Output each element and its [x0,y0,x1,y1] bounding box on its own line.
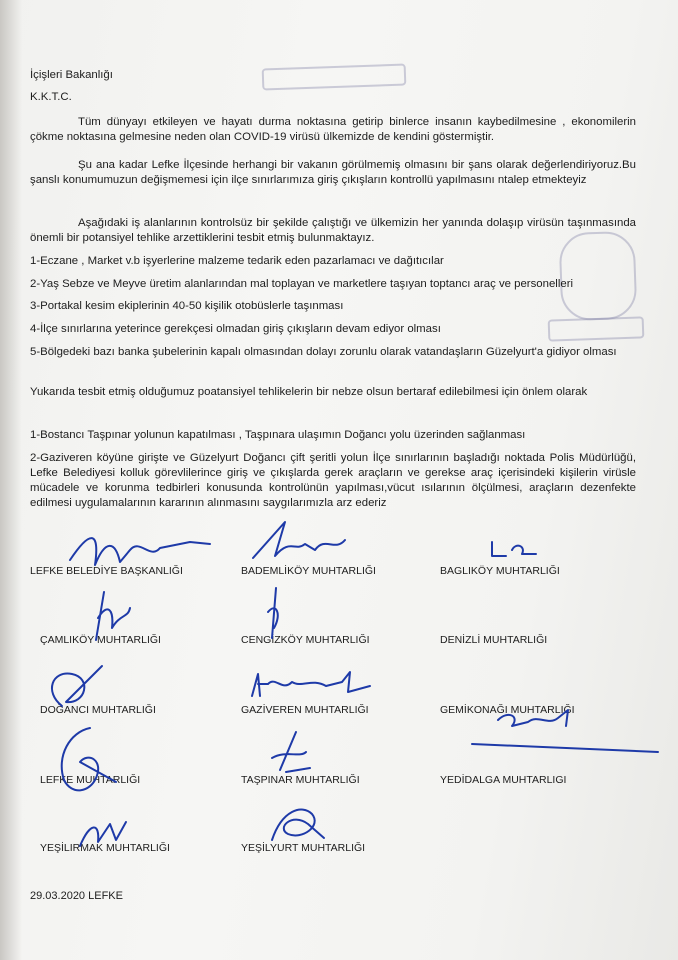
signature-doganci [42,662,112,712]
signatory-label: YEŞİLYURT MUHTARLIĞI [241,842,366,854]
risk-item-3: 3-Portakal kesim ekiplerinin 40-50 kişilik otobüslerle taşınması [30,300,344,312]
measure-item-2: 2-Gaziveren köyüne girişte ve Güzelyurt Doğancı çift şeritli yolun İlçe sınırlarının başladığı noktada Polis Müdürlüğü, Lefke Belediyesi kolluk görevlilerince giriş ve çıkışlarda gerek araçların ve gerekse araç içerisindeki kişilerin virüsle mücadele ve korunma tedbirleri konusunda kontrolünün yapılması,vücut ısılarının ölçülmesi, araçların dezenfekte edilmesi uygulamalarının kararının alınmasını saygılarımızla arz ederiz [30,452,636,509]
paragraph-findings: Aşağıdaki iş alanlarının kontrolsüz bir şekilde çalıştığı ve ülkemizin her yanında dolaşıp virüsün taşınmasında önemli bir potansiyel tehlike arzettiklerini tesbit etmiş bulunmaktayız. [30,217,636,244]
signatory-label: YEDİDALGA MUHTARLIGI [440,774,567,786]
signatory-label: TAŞPINAR MUHTARLIĞI [241,774,360,786]
signature-lefke-belediye [60,520,220,580]
risk-item-2: 2-Yaş Sebze ve Meyve üretim alanlarından mal toplayan ve marketlere taşıyan toptancı araç ve personelleri [30,278,574,290]
signatory-label: DENİZLİ MUHTARLIĞI [440,634,548,646]
page-shadow [0,0,22,960]
signatory-label: LEFKE MUHTARLIĞI [40,774,141,786]
signatory-label: ÇAMLIKÖY MUHTARLIĞI [40,634,161,646]
signatory-label: YEŞİLIRMAK MUHTARLIĞI [40,842,170,854]
addressee-line2: K.K.T.C. [30,91,72,103]
signature-gemikonagi [468,700,668,756]
signature-taspinar [266,728,316,778]
date-place: 29.03.2020 LEFKE [30,890,123,902]
signature-yesilirmak [70,812,130,852]
paragraph-intro: Tüm dünyayı etkileyen ve hayatı durma noktasına getirip binlerce insanın kaybedilmesine , ekonomilerin çökme noktasına gelmesine neden olan COVID-19 virüsü ülkemizde de kendini göstermiştir. [30,116,636,143]
signature-cengizkoy [262,584,292,644]
signature-camlikoy [84,588,144,648]
paragraph-request: Şu ana kadar Lefke İlçesinde herhangi bir vakanın görülmemiş olmasını bir şans olarak değerlendiriyoruz.Bu şanslı konumumuzun değişmemesi için ilçe sınırlarımıza giriş çıkışların kontrollü yapılmasını ntalep etmekteyiz [30,159,636,186]
signatory-label: BADEMLİKÖY MUHTARLIĞI [241,565,376,577]
signature-bademlikoy [245,516,355,566]
risk-item-1: 1-Eczane , Market v.b işyerlerine malzeme tedarik eden pazarlamacı ve dağıtıcılar [30,255,444,267]
risk-item-5: 5-Bölgedeki bazı banka şubelerinin kapalı olmasından dolayı zorunlu olarak vatandaşların Güzelyurt'a gidiyor olması [30,346,617,358]
paragraph-measures-intro: Yukarıda tesbit etmiş olduğumuz poatansiyel tehlikelerin bir nebze olsun bertaraf edilebilmesi için önlem olarak [30,386,588,398]
addressee-line1: İçişleri Bakanlığı [30,69,113,81]
signatory-label: GEMİKONAĞI MUHTARLIĞI [440,704,575,716]
signatory-label: LEFKE BELEDİYE BAŞKANLIĞI [30,565,183,577]
signatory-label: GAZİVEREN MUHTARLIĞI [241,704,369,716]
signature-yesilyurt [262,800,332,850]
measure-item-1: 1-Bostancı Taşpınar yolunun kapatılması , Taşpınara ulaşımın Doğancı yolu üzerinden sağlanması [30,429,526,441]
signatory-label: DOĞANCI MUHTARLIĞI [40,704,156,716]
signature-gaziveren [246,668,376,702]
signature-baglikoy [486,538,546,562]
signature-lefke-muhtar [50,722,130,802]
risk-item-4: 4-İlçe sınırlarına yeterince gerekçesi olmadan giriş çıkışların devam ediyor olması [30,323,441,335]
signatory-label: BAGLIKÖY MUHTARLIĞI [440,565,560,577]
signatory-label: CENGİZKÖY MUHTARLIĞI [241,634,370,646]
